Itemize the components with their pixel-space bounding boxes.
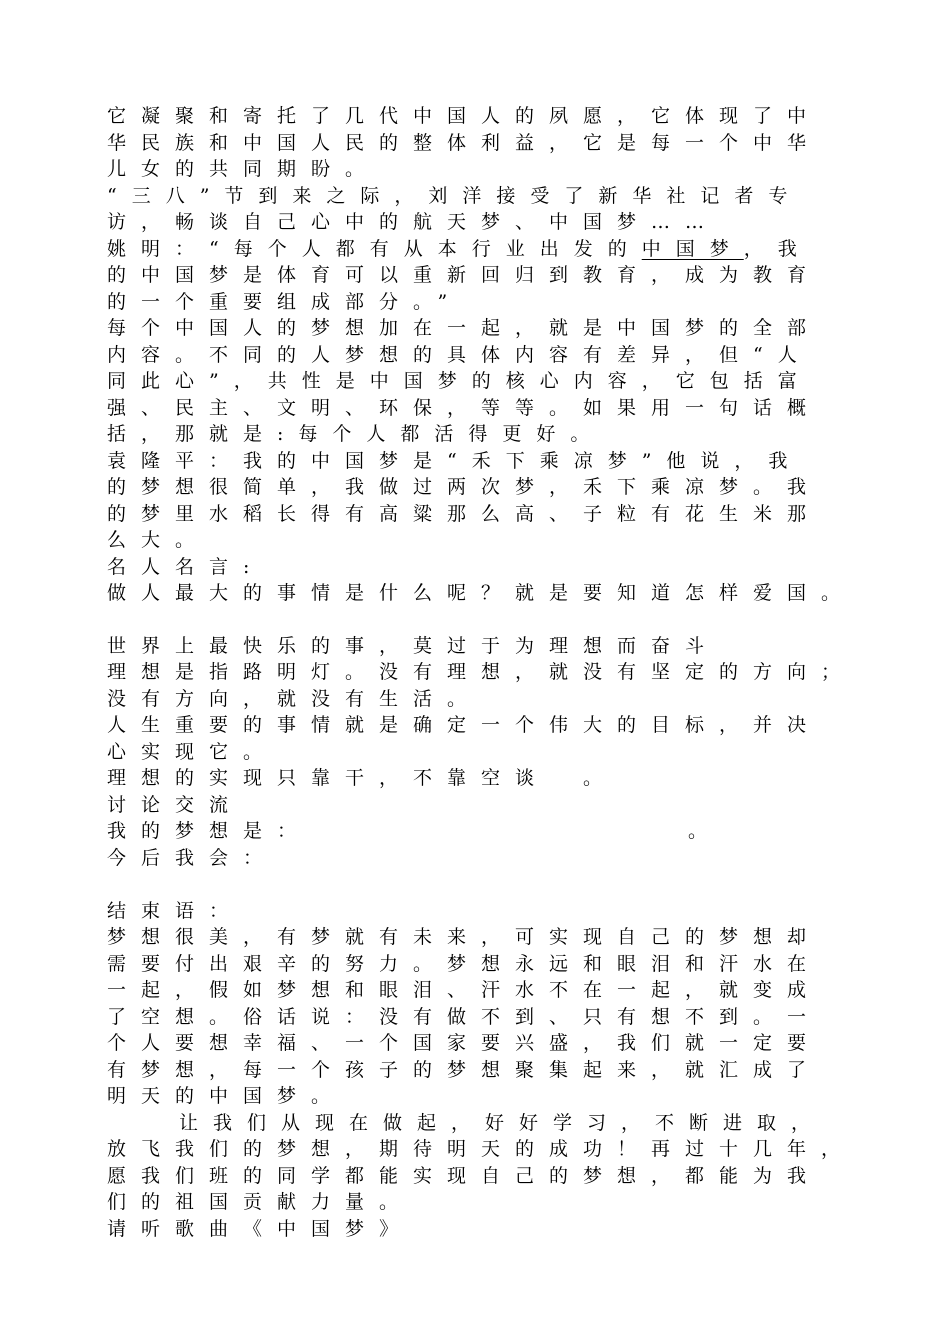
text-line: 一起，假如梦想和眼泪、汗水不在一起，就变成 [107,979,822,1001]
yao-ming-quote-start: 姚明：“每个人都有从本行业出发的 [107,238,642,260]
text-line: 明天的中国梦。 [107,1085,346,1107]
text-line: 括，那就是:每个人都活得更好。 [107,423,605,445]
future-prompt: 今后我会： [107,847,278,869]
my-dream-blank-end: 。 [688,820,723,842]
text-line: 内容。不同的人梦想的具体内容有差异，但“人 [107,344,812,366]
text-line: 它凝聚和寄托了几代中国人的夙愿，它体现了中 [107,105,822,127]
quote-line: 世界上最快乐的事，莫过于为理想而奋斗 [107,635,720,657]
text-line: “三八”节到来之际，刘洋接受了新华社记者专 [107,185,803,207]
text-line: 愿我们班的同学都能实现自己的梦想，都能为我 [107,1165,822,1187]
quote-line: 人生重要的事情就是确定一个伟大的目标，并决 [107,714,822,736]
text-line: 么大。 [107,529,210,551]
quote-line: 理想的实现只靠干，不靠空谈 。 [107,767,618,789]
text-line: 每个中国人的梦想加在一起，就是中国梦的全部 [107,317,822,339]
yao-ming-quote-end: ，我 [743,238,812,260]
text-line: 的一个重要组成部分。” [107,291,463,313]
quote-line: 做人最大的事情是什么呢？就是要知道怎样爱国。 [107,582,856,604]
text-line: 需要付出艰辛的努力。梦想永远和眼泪和汗水在 [107,953,822,975]
text-line: 访，畅谈自己心中的航天梦、中国梦…… [107,211,720,233]
underlined-chinese-dream: 中国梦 [641,238,744,260]
section-heading-discussion: 讨论交流 [107,794,244,816]
text-line: 有梦想，每一个孩子的梦想聚集起来，就汇成了 [107,1059,822,1081]
text-line: 们的祖国贡献力量。 [107,1191,414,1213]
text-line: 的梦想很简单，我做过两次梦，禾下乘凉梦。我 [107,476,822,498]
song-line: 请听歌曲《中国梦》 [107,1218,414,1240]
text-line: 个人要想幸福、一个国家要兴盛，我们就一定要 [107,1032,822,1054]
my-dream-prompt: 我的梦想是： [107,820,312,842]
text-line: 同此心”，共性是中国梦的核心内容，它包括富 [107,370,812,392]
quote-line: 理想是指路明灯。没有理想，就没有坚定的方向； [107,661,856,683]
text-line: 华民族和中国人民的整体利益，它是每一个中华 [107,132,822,154]
quote-line: 心实现它。 [107,741,278,763]
section-heading-famous-quotes: 名人名言: [107,556,265,578]
quote-line: 没有方向，就没有生活。 [107,688,482,710]
text-line: 袁隆平：我的中国梦是“禾下乘凉梦”他说，我 [107,450,803,472]
text-line: 放飞我们的梦想，期待明天的成功！再过十几年， [107,1138,856,1160]
text-line: 梦想很美，有梦就有未来，可实现自己的梦想却 [107,926,822,948]
text-line-yao-ming [107,236,812,262]
text-line: 的梦里水稻长得有高粱那么高、子粒有花生米那 [107,503,822,525]
text-line: 了空想。俗话说：没有做不到、只有想不到。一 [107,1006,822,1028]
text-line: 强、民主、文明、环保，等等。如果用一句话概 [107,397,822,419]
text-line-indented: 让我们从现在做起，好好学习，不断进取， [179,1112,826,1134]
text-line: 的中国梦是体育可以重新回归到教育，成为教育 [107,264,822,286]
section-heading-conclusion: 结束语： [107,900,244,922]
text-line: 儿女的共同期盼。 [107,158,380,180]
